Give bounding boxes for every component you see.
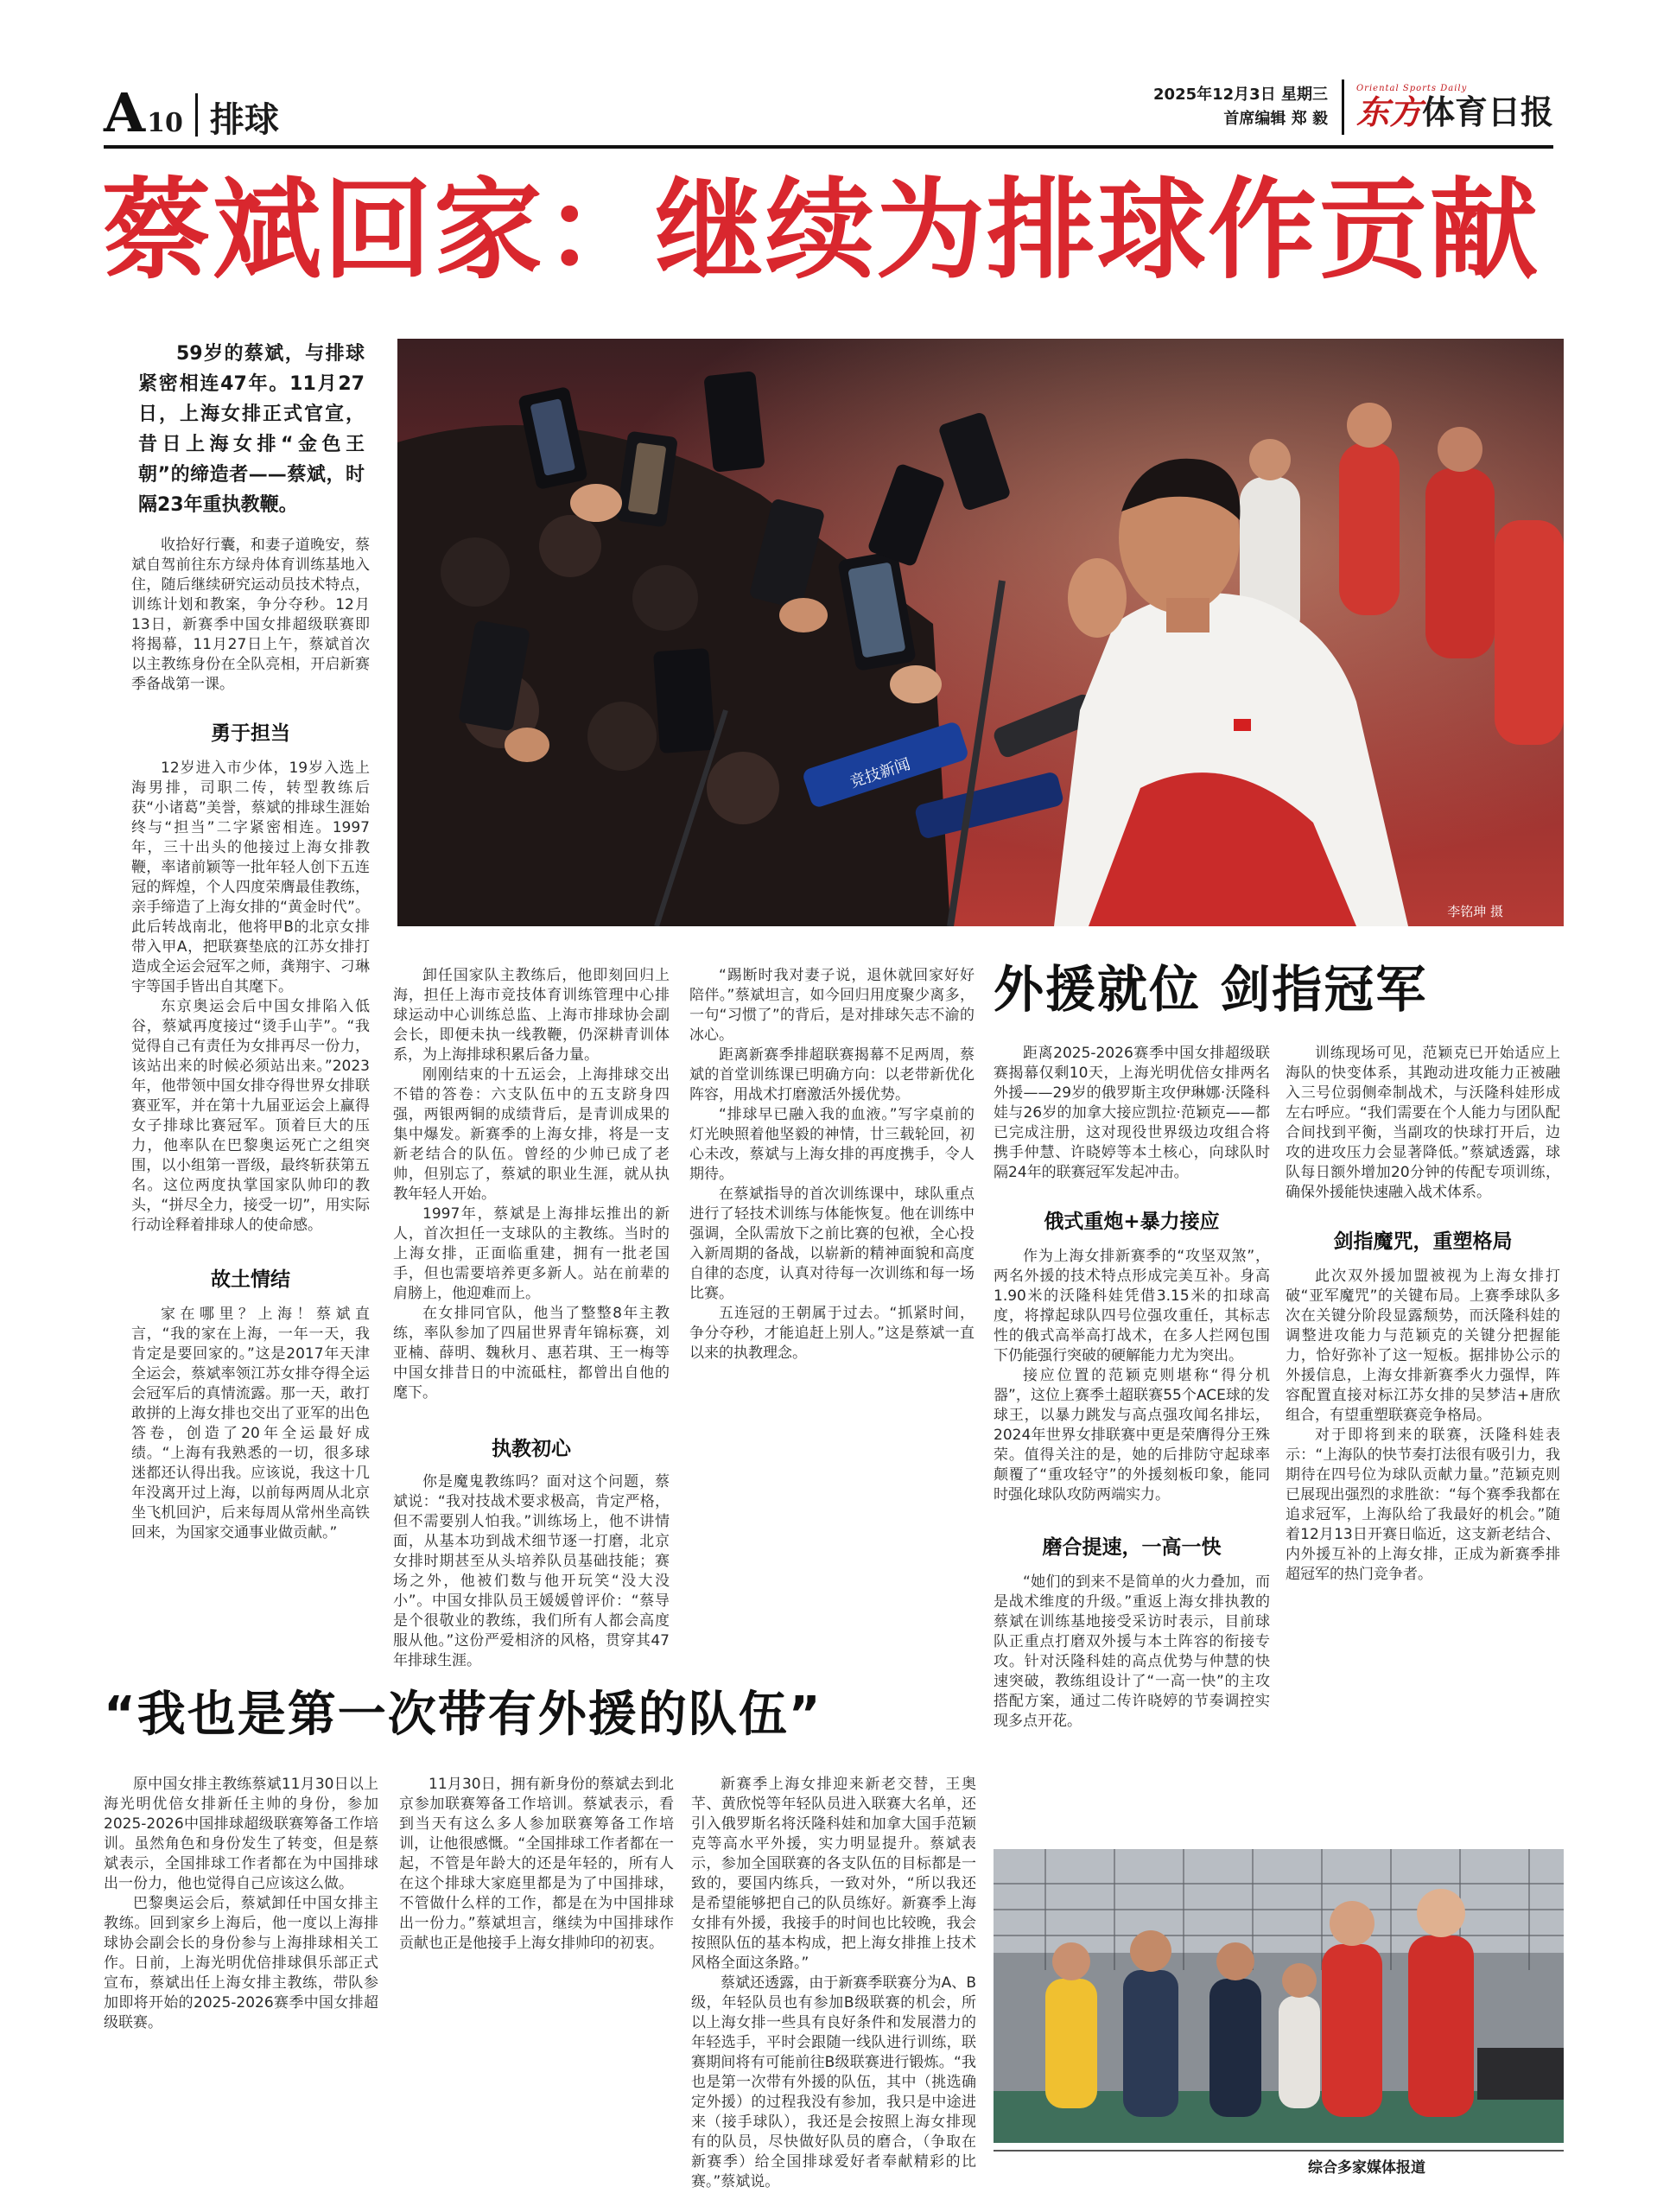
- page-letter: A: [104, 81, 146, 144]
- article2-p1: 距离2025-2026赛季中国女排超级联赛揭幕仅剩10天，上海光明优倍女排两名外援——29岁的俄罗斯主攻伊琳娜·沃隆科娃与26岁的加拿大接应凯拉·范颖克——都已完成注册，这对现役世界级边攻组合将携手仲慧、许晓婷等本土核心，向球队时隔24年的联赛冠军发起冲击。: [994, 1045, 1270, 1181]
- article1-col3-p4: 在蔡斌指导的首次训练课中，球队重点进行了轻技术训练与体能恢复。他在训练中强调，全队需放下之前比赛的包袱，全心投入新周期的备战，以崭新的精神面貌和高度自律的态度，认真对待每一次训练和每一场比赛。: [689, 1185, 975, 1302]
- article2-p7: 对于即将到来的联赛，沃隆科娃表示：“上海队的快节奏打法很有吸引力，我期待在四号位为球队贡献力量。”范颖克则已展现出强烈的求胜欲：“每个赛季我都在追求冠军，上海队给了我最好的机会。”随着12月13日开赛日临近，这支新老结合、内外援互补的上海女排，正成为新赛季排超冠军的热门竞争者。: [1286, 1427, 1560, 1583]
- article3-p3: 11月30日，拥有新身份的蔡斌去到北京参加联赛筹备工作培训。蔡斌表示，看到当天有这么多人参加联赛筹备工作培训，让他很感慨。“全国排球工作者都在一起，不管是年龄大的还是年轻的，所有人在这个排球大家庭里都是为了中国排球，不管做什么样的工作，都是在为中国排球出一份力。”蔡斌坦言，继续为中国排球作贡献也正是他接手上海女排帅印的初衷。: [399, 1776, 674, 1952]
- article2-p5: 训练现场可见，范颖克已开始适应上海队的快变体系，其跑动进攻能力正被融入三号位弱侧牵制战术，与沃隆科娃形成左右呼应。“我们需要在个人能力与团队配合间找到平衡，当副攻的快球打开后，边攻的进攻压力会显著降低。”蔡斌透露，球队每日额外增加20分钟的传配专项训练，确保外援能快速融入战术体系。: [1286, 1045, 1560, 1201]
- article1-intro: 收拾好行囊，和妻子道晚安，蔡斌自驾前往东方绿舟体育训练基地入住，随后继续研究运动员技术特点，训练计划和教案，争分夺秒。12月13日，新赛季中国女排超级联赛即将揭幕，11月27日上午，蔡斌首次以主教练身份在全队亮相，开启新赛季备战第一课。: [131, 537, 370, 693]
- article1-col3: [689, 966, 975, 1363]
- article1-col2-p1: 卸任国家队主教练后，他即刻回归上海，担任上海市竞技体育训练管理中心排球运动中心训练总监、上海市排球协会副会长，即便未执一线教鞭，仍深耕青训体系，为上海排球积累后备力量。: [393, 967, 670, 1064]
- article1-col2-p5: 你是魔鬼教练吗？面对这个问题，蔡斌说：“我对技战术要求极高，肯定严格，但不需要别人怕我。”训练场上，他不讲情面，从基本功到战术细节逐一打磨，北京女排时期甚至从头培养队员基础技能；赛场之外，他被们数与他开玩笑“没大没小”。中国女排队员王媛媛曾评价：“蔡导是个很敬业的教练，我们所有人都会高度服从他。”这份严爱相济的风格，贯穿其47年排球生涯。: [393, 1473, 670, 1669]
- article2-subtitle-2: 磨合提速，一高一快: [1042, 1536, 1222, 1559]
- article1-sec1-p2: 东京奥运会后中国女排陷入低谷，蔡斌再度接过“烫手山芋”。“我觉得自己有责任为女排再尽一份力，该站出来的时候必须站出来。”2023年，他带领中国女排夺得世界女排联赛亚军，并在第十九届亚运会上赢得女子排球比赛冠军。顶着巨大的压力，他率队在巴黎奥运死亡之组突围，以小组第一晋级，最终斩获第五名。这位两度执掌国家队帅印的教头，“拼尽全力，接受一切”，用实际行动诠释着排球人的使命感。: [131, 998, 370, 1234]
- article3-p1: 原中国女排主教练蔡斌11月30日以上海光明优倍女排新任主帅的身份，参加2025-2026中国排球超级联赛筹备工作培训。虽然角色和身份发生了转变，但是蔡斌表示，全国排球工作者都在为中国排球出一份力，他也觉得自己应该这么做。: [104, 1776, 378, 1892]
- article1-col3-p5: 五连冠的王朝属于过去。“抓紧时间，争分夺秒，才能追赶上别人。”这是蔡斌一直以来的执教理念。: [689, 1305, 975, 1362]
- lead-paragraph: 59岁的蔡斌，与排球紧密相连47年。11月27日，上海女排正式官宣，昔日上海女排“金色王朝”的缔造者——蔡斌，时隔23年重执教鞭。: [138, 343, 365, 516]
- training-scene-photo: [994, 1849, 1564, 2143]
- page-header-left: [104, 79, 279, 144]
- main-photo: [397, 339, 1564, 926]
- newspaper-logo: [1356, 84, 1553, 131]
- header-divider: [195, 93, 198, 137]
- article3-p5: 蔡斌还透露，由于新赛季联赛分为A、B级，年轻队员也有参加B级联赛的机会，所以上海女排一些具有良好条件和发展潜力的年轻选手，平时会跟随一线队进行训练，联赛期间将有可能前往B级联赛进行锻炼。“我也是第一次带有外援的队伍，其中（挑选确定外援）的过程我没有参加，我只是中途进来（接手球队），我还是会按照上海女排现有的队员，尽快做好队员的磨合，（争取在新赛季）给全国排球爱好者奉献精彩的比赛。”蔡斌说。: [691, 1974, 976, 2190]
- article1-col3-p1: “踢断时我对妻子说，退休就回家好好陪伴。”蔡斌坦言，如今回归用度聚少离多，一句“习惯了”的背后，是对排球矢志不渝的冰心。: [689, 967, 975, 1044]
- article1-col3-p2: 距离新赛季排超联赛揭幕不足两周，蔡斌的首堂训练课已明确方向：以老带新优化阵容，用战术打磨激活外援优势。: [689, 1046, 975, 1103]
- article2-p3: 接应位置的范颖克则堪称“得分机器”，这位上赛季土超联赛55个ACE球的发球王，以暴力跳发与高点强攻闻名排坛，2024年世界女排联赛中更是荣膺得分王殊荣。值得关注的是，她的后排防守起球率颠覆了“重攻轻守”的外援刻板印象，能同时强化球队攻防两端实力。: [994, 1367, 1270, 1503]
- mic-label: 竞技新闻: [848, 754, 913, 792]
- article1-col2-p4: 在女排同官队，他当了整整8年主教练，率队参加了四届世界青年锦标赛，刘亚楠、薛明、魏秋月、惠若琪、王一梅等中国女排昔日的中流砥柱，都曾出自他的麾下。: [393, 1305, 670, 1402]
- section-title-brave: 勇于担当: [211, 722, 290, 745]
- issue-editor: 首席编辑 郑 毅: [1223, 110, 1328, 128]
- article2-p4: “她们的到来不是简单的火力叠加，而是战术维度的升级。”重返上海女排执教的蔡斌在训练基地接受采访时表示，目前球队正重点打磨双外援与本土阵容的衔接专攻。针对沃隆科娃的高点优势与仲慧的快速突破，教练组设计了“一高一快”的主攻搭配方案，通过二传许晓婷的节奏调控实现多点开花。: [994, 1573, 1270, 1730]
- article2-headline: 外援就位 剑指冠军: [994, 960, 1428, 1019]
- header-divider-right: [1342, 79, 1344, 135]
- article3-col2: [399, 1775, 674, 1954]
- article3-headline: “我也是第一次带有外援的队伍”: [104, 1687, 822, 1743]
- issue-date: 2025年12月3日 星期三: [1153, 86, 1328, 104]
- article2-p6: 此次双外援加盟被视为上海女排打破“亚军魔咒”的关键布局。上赛季球队多次在关键分阶段显露颓势，而沃隆科娃的调整进攻能力与范颖克的关键分把握能力，恰好弥补了这一短板。据排协公示的外援信息，上海女排新赛季火力强悍，阵容配置直接对标江苏女排的吴梦洁+唐欣组合，有望重塑联赛竞争格局。: [1286, 1268, 1560, 1424]
- training-photo: [994, 1849, 1564, 2143]
- page-header-right: [1153, 73, 1553, 142]
- article1-col2-p2: 刚刚结束的十五运会，上海排球交出不错的答卷：六支队伍中的五支跻身四强，两银两铜的成绩背后，是青训成果的集中爆发。新赛季的上海女排，将是一支新老结合的队伍。曾经的少帅已成了老帅，但别忘了，蔡斌的职业生涯，就从执教年轻人开始。: [393, 1066, 670, 1203]
- article3-col3: [691, 1775, 976, 2192]
- source-rule: [994, 2150, 1564, 2152]
- main-headline: 蔡斌回家：继续为排球作贡献: [102, 167, 1540, 294]
- article2-subtitle-1: 俄式重炮+暴力接应: [1044, 1211, 1220, 1233]
- article3-col1: [104, 1775, 378, 2033]
- article1-col2-p3: 1997年，蔡斌是上海排坛推出的新人，首次担任一支球队的主教练。当时的上海女排，正面临重建，拥有一批老国手，但也需要培养更多新人。站在前辈的肩膀上，他迎难而上。: [393, 1205, 670, 1302]
- article3-p2: 巴黎奥运会后，蔡斌卸任中国女排主教练。回到家乡上海后，他一度以上海排球协会副会长的身份参与上海排球相关工作。日前，上海光明优倍排球俱乐部正式宣布，蔡斌出任上海女排主教练，带队参加即将开始的2025-2026赛季中国女排超级联赛。: [104, 1895, 378, 2031]
- page-number: 10: [147, 108, 183, 138]
- article1-sec2-p1: 家在哪里？上海！蔡斌直言，“我的家在上海，一年一天，我肯定是要回家的。”这是2017年天津全运会，蔡斌率领江苏女排夺得全运会冠军后的真情流露。那一天，敢打敢拼的上海女排也交出了亚军的出色答卷，创造了20年全运最好成绩。“上海有我熟悉的一切，很多球迷都还认得出我。应该说，我这十几年没离开过上海，以前每两周从北京坐飞机回沪，后来每周从常州坐高铁回来，为国家交通事业做贡献。”: [131, 1306, 370, 1541]
- source-credit: 综合多家媒体报道: [1308, 2159, 1425, 2177]
- press-scrum-photo: [397, 339, 1564, 926]
- article2-col1: [994, 1044, 1270, 1732]
- photo-credit: 李铭珅 摄: [1447, 904, 1503, 919]
- issue-info: [1153, 83, 1328, 131]
- logo-english: Oriental Sports Daily: [1355, 83, 1468, 93]
- section-title-hometown: 故土情结: [211, 1268, 290, 1291]
- article2-col2: [1286, 1044, 1560, 1585]
- logo-chinese: 东方体育日报: [1355, 92, 1553, 131]
- article2-p2: 作为上海女排新赛季的“攻坚双煞”，两名外援的技术特点形成完美互补。身高1.90米的沃隆科娃凭借3.15米的扣球高度，将撑起球队四号位强攻重任，其标志性的俄式高举高打战术，在多人拦网包围下仍能强行突破的硬解能力尤为突出。: [994, 1248, 1270, 1364]
- article1-col2: [393, 966, 670, 1671]
- article3-p4: 新赛季上海女排迎来新老交替，王奥芊、黄欣悦等年轻队员进入联赛大名单，还引入俄罗斯名将沃隆科娃和加拿大国手范颖克等高水平外援，实力明显提升。蔡斌表示，参加全国联赛的各支队伍的目标都是一致的，要国内练兵，一致对外，“所以我还是希望能够把自己的队员练好。新赛季上海女排有外援，我接手的时间也比较晚，我会按照队伍的基本构成，把上海女排推上技术风格全面这条路。”: [691, 1776, 976, 1972]
- section-name: 排球: [209, 100, 279, 140]
- article2-subtitle-3: 剑指魔咒，重塑格局: [1333, 1230, 1513, 1253]
- article1-col1: [131, 536, 370, 1543]
- article1-col3-p3: “排球早已融入我的血液。”写字桌前的灯光映照着他坚毅的神情，廿三载轮回，初心未改，蔡斌与上海女排的再度携手，令人期待。: [689, 1106, 975, 1183]
- header-rule: [104, 145, 1553, 149]
- article1-sec1-p1: 12岁进入市少体，19岁入选上海男排，司职二传，转型教练后获“小诸葛”美誉，蔡斌的排球生涯始终与“担当”二字紧密相连。1997年，三十出头的他接过上海女排教鞭，率诸前颖等一批年轻人创下五连冠的辉煌，个人四度荣膺最佳教练，亲手缔造了上海女排的“黄金时代”。此后转战南北，他将甲B的北京女排带入甲A，把联赛垫底的江苏女排打造成全运会冠军之师，龚翔宇、刁琳宇等国手皆出自其麾下。: [131, 760, 370, 995]
- section-title-coaching: 执教初心: [492, 1438, 571, 1460]
